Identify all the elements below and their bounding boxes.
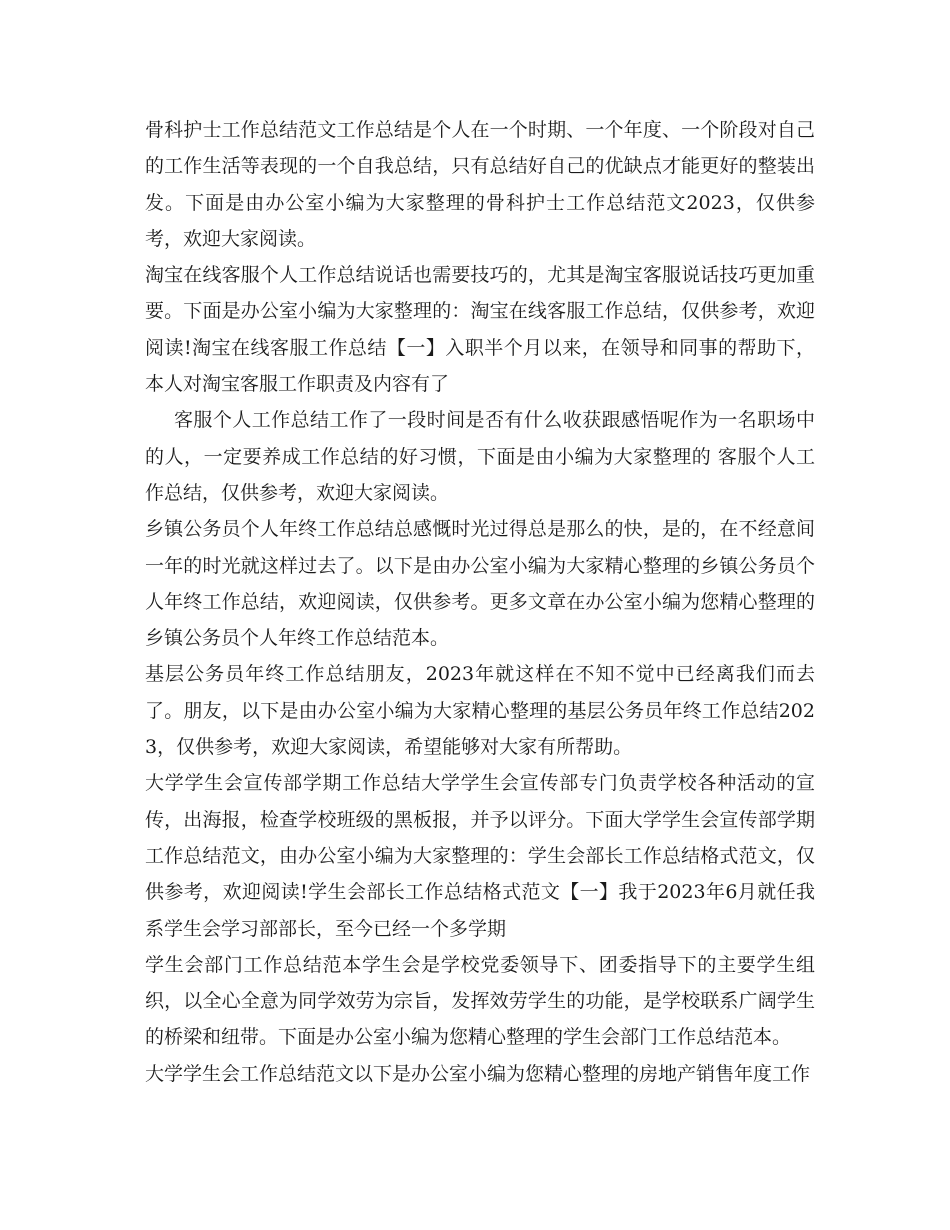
- paragraph-grassroots-civil-servant-summary: 基层公务员年终工作总结朋友，2023年就这样在不知不觉中已经离我们而去了。朋友，以下是由办公室小编为大家精心整理的基层公务员年终工作总结2023，仅供参考，欢迎大家阅读，希望能够对大家有所帮助。: [145, 663, 815, 759]
- paragraph-customer-service-summary: 客服个人工作总结工作了一段时间是否有什么收获跟感悟呢作为一名职场中的人，一定要养成工作总结的好习惯，下面是由小编为大家整理的 客服个人工作总结，仅供参考，欢迎大家阅读。: [145, 409, 815, 504]
- paragraph-student-union-publicity-summary: 大学学生会宣传部学期工作总结大学学生会宣传部专门负责学校各种活动的宣传，出海报，检查学校班级的黑板报，并予以评分。下面大学学生会宣传部学期工作总结范文，由办公室小编为大家整理的：学生会部长工作总结格式范文，仅供参考，欢迎阅读!学生会部长工作总结格式范文【一】我于2023年6月就任我系学生会学习部部长，至今已经一个多学期: [145, 772, 815, 940]
- paragraph-student-union-work-summary: 大学学生会工作总结范文以下是办公室小编为您精心整理的房地产销售年度工作: [145, 1062, 811, 1085]
- document-body: [145, 112, 815, 1092]
- paragraph-student-union-department-summary: 学生会部门工作总结范本学生会是学校党委领导下、团委指导下的主要学生组织，以全心全意为同学效劳为宗旨，发挥效劳学生的功能，是学校联系广阔学生的桥梁和纽带。下面是办公室小编为您精心整理的学生会部门工作总结范本。: [145, 953, 815, 1049]
- paragraph-orthopedic-nurse-summary: 骨科护士工作总结范文工作总结是个人在一个时期、一个年度、一个阶段对自己的工作生活等表现的一个自我总结，只有总结好自己的优缺点才能更好的整装出发。下面是由办公室小编为大家整理的骨科护士工作总结范文2023，仅供参考，欢迎大家阅读。: [145, 119, 815, 250]
- paragraph-taobao-service-summary: 淘宝在线客服个人工作总结说话也需要技巧的，尤其是淘宝客服说话技巧更加重要。下面是办公室小编为大家整理的：淘宝在线客服工作总结，仅供参考，欢迎阅读!淘宝在线客服工作总结【一】入职半个月以来，在领导和同事的帮助下，本人对淘宝客服工作职责及内容有了: [145, 264, 815, 396]
- paragraph-township-civil-servant-summary: 乡镇公务员个人年终工作总结总感慨时光过得总是那么的快，是的，在不经意间一年的时光就这样过去了。以下是由办公室小编为大家精心整理的乡镇公务员个人年终工作总结，欢迎阅读，仅供参考。更多文章在办公室小编为您精心整理的乡镇公务员个人年终工作总结范本。: [145, 518, 815, 650]
